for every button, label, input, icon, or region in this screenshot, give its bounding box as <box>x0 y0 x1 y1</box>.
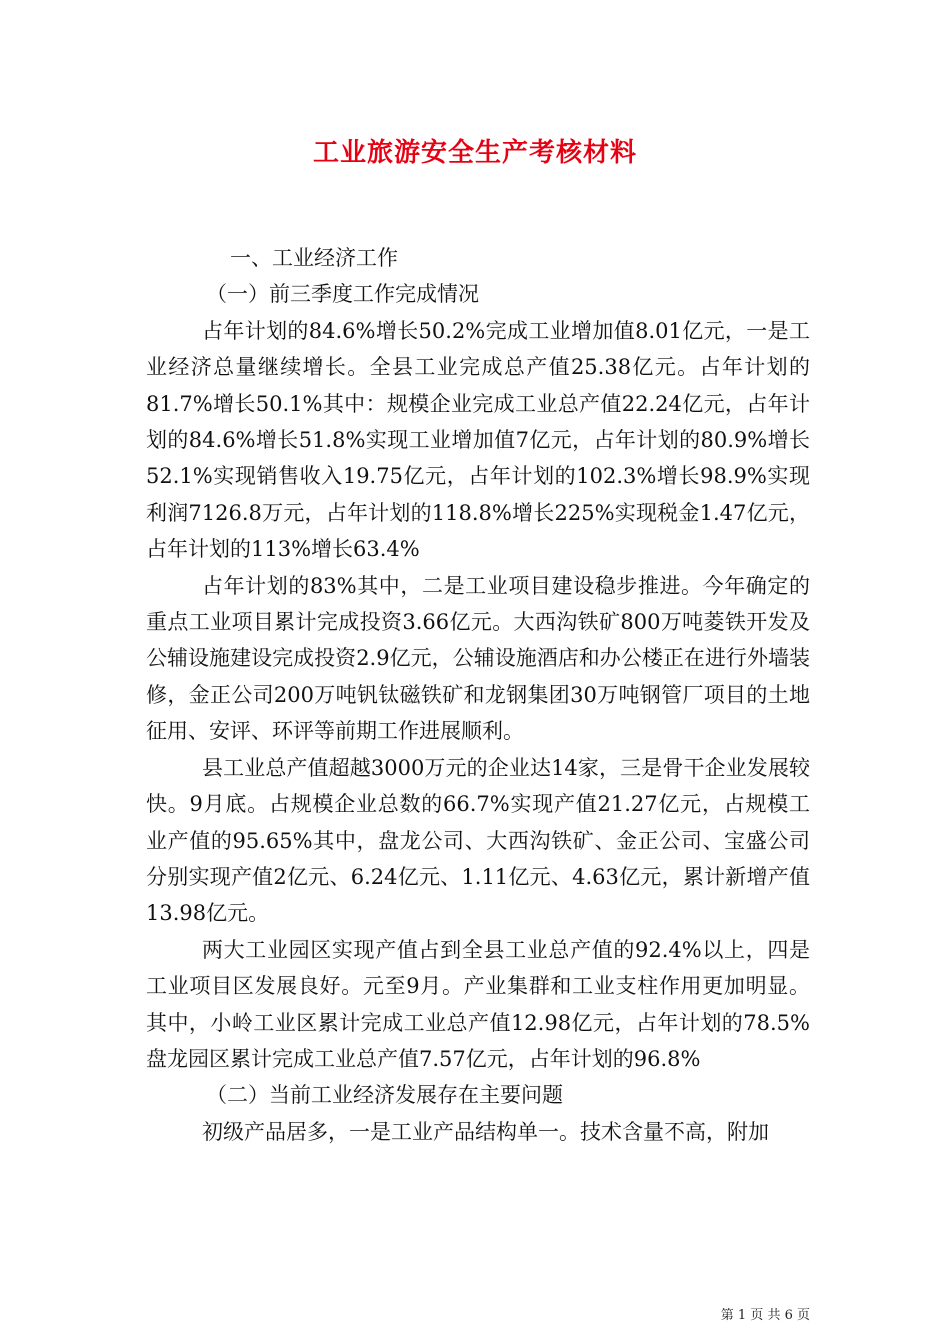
page-number: 第 1 页 共 6 页 <box>720 1308 810 1323</box>
subsection-heading-2: （二）当前工业经济发展存在主要问题 <box>206 1083 563 1108</box>
paragraph: 县工业总产值超越3000万元的企业达14家，三是骨干企业发展较快。9月底。占规模企业总数的66.7%实现产值21.27亿元，占规模工业产值的95.65%其中，盘龙公司、大西沟铁矿、金正公司、宝盛公司分别实现产值2亿元、6.24亿元、1.11亿元、4.63亿元，累计新增产值13.98亿元。 <box>146 755 810 926</box>
subsection-heading-1: （一）前三季度工作完成情况 <box>206 282 479 307</box>
document-body <box>146 240 810 1150</box>
paragraph: 初级产品居多，一是工业产品结构单一。技术含量不高，附加 <box>202 1119 769 1144</box>
paragraph: 占年计划的84.6%增长50.2%完成工业增加值8.01亿元，一是工业经济总量继续增长。全县工业完成总产值25.38亿元。占年计划的81.7%增长50.1%其中：规模企业完成工业总产值22.24亿元，占年计划的84.6%增长51.8%实现工业增加值7亿元，占年计划的80.9%增长52.1%实现销售收入19.75亿元，占年计划的102.3%增长98.9%实现利润7126.8万元，占年计划的118.8%增长225%实现税金1.47亿元，占年计划的113%增长63.4% <box>146 318 810 562</box>
document-title: 工业旅游安全生产考核材料 <box>312 138 637 168</box>
paragraph: 占年计划的83%其中，二是工业项目建设稳步推进。今年确定的重点工业项目累计完成投资3.66亿元。大西沟铁矿800万吨菱铁开发及公辅设施建设完成投资2.9亿元，公辅设施酒店和办公楼正在进行外墙装修，金正公司200万吨钒钛磁铁矿和龙钢集团30万吨钢管厂项目的土地征用、安评、环评等前期工作进展顺利。 <box>146 573 810 744</box>
paragraph: 两大工业园区实现产值占到全县工业总产值的92.4%以上，四是工业项目区发展良好。元至9月。产业集群和工业支柱作用更加明显。其中，小岭工业区累计完成工业总产值12.98亿元，占年计划的78.5%盘龙园区累计完成工业总产值7.57亿元，占年计划的96.8% <box>146 937 810 1071</box>
section-heading-1: 一、工业经济工作 <box>230 246 398 270</box>
